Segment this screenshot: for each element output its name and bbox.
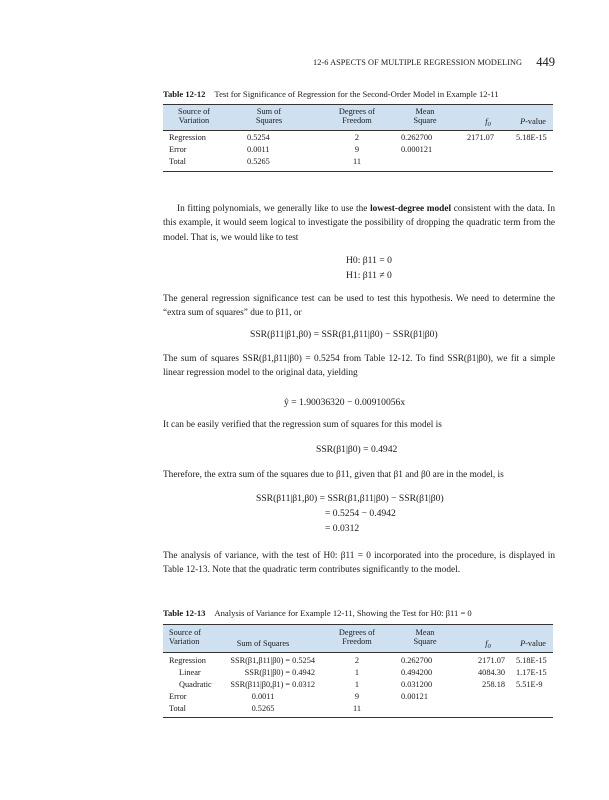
table-cell: 0.5265 xyxy=(251,704,275,713)
table-cell: SSR(β11|β0,β1) = 0.0312 xyxy=(230,680,315,689)
table-cell: Error xyxy=(169,145,187,154)
table-cell: 2171.07 xyxy=(478,656,505,665)
table1-col-ms: Mean Square xyxy=(413,107,437,125)
equation-ssr-linear: SSR(β1|β0) = 0.4942 xyxy=(316,444,398,455)
table-cell: 0.0011 xyxy=(247,145,270,154)
table2-label: Table 12-13 xyxy=(163,608,206,618)
table-cell: 5.51E-9 xyxy=(516,680,543,689)
table-cell: 2 xyxy=(354,133,360,142)
table-cell: 5.18E-15 xyxy=(516,133,547,142)
table-cell: Quadratic xyxy=(179,680,212,689)
table-cell: Error xyxy=(169,692,187,701)
table-cell: 4084.30 xyxy=(478,668,505,677)
equation-fitted-line: ŷ = 1.90036320 − 0.00910056x xyxy=(284,397,406,408)
table-cell: 2 xyxy=(354,656,360,665)
paragraph-5: Therefore, the extra sum of the squares due to β11, given that β1 and β0 are in the model, is xyxy=(163,470,504,480)
table-cell: 1 xyxy=(354,680,360,689)
equation-extra-ss-calc-2: = 0.5254 − 0.4942 xyxy=(325,508,396,519)
table-cell: Regression xyxy=(169,656,206,665)
table-cell: 0.494200 xyxy=(401,668,433,677)
table-cell: Regression xyxy=(169,133,206,142)
table2-col-f0: $f_0$ xyxy=(485,639,491,650)
table1-body xyxy=(163,131,553,172)
table-cell: 0.262700 xyxy=(401,133,433,142)
table2-col-source: Source of Variation xyxy=(169,628,202,646)
table2-col-df: Degrees of Freedom xyxy=(338,628,376,646)
paragraph-2: The general regression significance test can be used to test this hypothesis. We need to determine the “extra sum of squares” due to β11, or xyxy=(163,294,555,319)
table1-col-f0: $f_0$ xyxy=(485,117,491,128)
table1-label: Table 12-12 xyxy=(163,89,206,99)
table-cell: SSR(β1,β11|β0) = 0.5254 xyxy=(230,656,315,665)
table-cell: 2171.07 xyxy=(467,133,494,142)
table2-caption-text: Analysis of Variance for Example 12-11, Showing the Test for H0: β11 = 0 xyxy=(214,608,472,618)
running-head-text: 12-6 ASPECTS OF MULTIPLE REGRESSION MODELING xyxy=(313,58,523,67)
hypothesis-null: H0: β11 = 0 xyxy=(346,255,392,266)
equation-extra-ss: SSR(β11|β1,β0) = SSR(β1,β11|β0) − SSR(β1|β0) xyxy=(250,329,438,340)
table-cell: SSR(β1|β0) = 0.4942 xyxy=(244,668,315,677)
table2-body xyxy=(163,653,553,718)
table1-header xyxy=(163,104,553,131)
table-cell: 5.18E-15 xyxy=(516,656,547,665)
table1 xyxy=(163,104,553,172)
table-cell: Linear xyxy=(179,668,201,677)
table1-caption-text: Test for Significance of Regression for the Second-Order Model in Example 12-11 xyxy=(214,89,499,99)
bold-term: lowest-degree model xyxy=(370,204,452,214)
table1-col-source: Source of Variation xyxy=(177,107,211,125)
table-cell: 0.031200 xyxy=(401,680,433,689)
table2-col-pvalue: P-value xyxy=(520,639,546,648)
table-cell: Total xyxy=(169,157,186,166)
paragraph-6: The analysis of variance, with the test of H0: β11 = 0 incorporated into the procedure, is displayed in Table 12-13. Note that the quadratic term contributes significantly to the model. xyxy=(163,551,555,576)
equation-extra-ss-calc-1: SSR(β11|β1,β0) = SSR(β1,β11|β0) − SSR(β1|β0) xyxy=(256,493,444,504)
paragraph-1: In fitting polynomials, we generally like to use the lowest-degree model consistent with the data. In this example, it would seem logical to investigate the possibility of dropping the quadratic term from the model. That is, we would like to test xyxy=(163,204,556,243)
paragraph-3: The sum of squares SSR(β1,β11|β0) = 0.5254 from Table 12-12. To find SSR(β1|β0), we fit a simple linear regression model to the original data, yielding xyxy=(163,354,555,379)
table2-col-ss: Sum of Squares xyxy=(236,639,290,648)
table-cell: Total xyxy=(169,704,186,713)
equation-extra-ss-calc-3: = 0.0312 xyxy=(325,523,360,534)
table2-caption xyxy=(163,608,472,618)
table-cell: 1.17E-15 xyxy=(516,668,547,677)
table-cell: 258.18 xyxy=(482,680,505,689)
table-cell: 11 xyxy=(353,157,361,166)
table-cell: 9 xyxy=(354,145,360,154)
running-head xyxy=(260,55,555,71)
table2-col-ms: Mean Square xyxy=(413,628,437,646)
table1-col-pvalue: P-value xyxy=(520,117,546,126)
table-cell: 0.5254 xyxy=(247,133,270,142)
table-cell: 0.00121 xyxy=(401,692,428,701)
table2 xyxy=(163,624,553,718)
hypothesis-alt: H1: β11 ≠ 0 xyxy=(346,270,392,281)
table-cell: 9 xyxy=(354,692,360,701)
table-cell: 0.000121 xyxy=(401,145,433,154)
table-cell: 0.262700 xyxy=(401,656,433,665)
table1-col-df: Degrees of Freedom xyxy=(338,107,376,125)
table-cell: 0.5265 xyxy=(247,157,270,166)
table-cell: 0.0011 xyxy=(251,692,275,701)
table1-caption xyxy=(163,89,499,99)
table-cell: 1 xyxy=(354,668,360,677)
table1-col-ss: Sum of Squares xyxy=(255,107,283,125)
table-cell: 11 xyxy=(353,704,361,713)
page-number: 449 xyxy=(536,55,555,69)
table2-header xyxy=(163,624,553,653)
paragraph-4: It can be easily verified that the regression sum of squares for this model is xyxy=(163,420,442,430)
